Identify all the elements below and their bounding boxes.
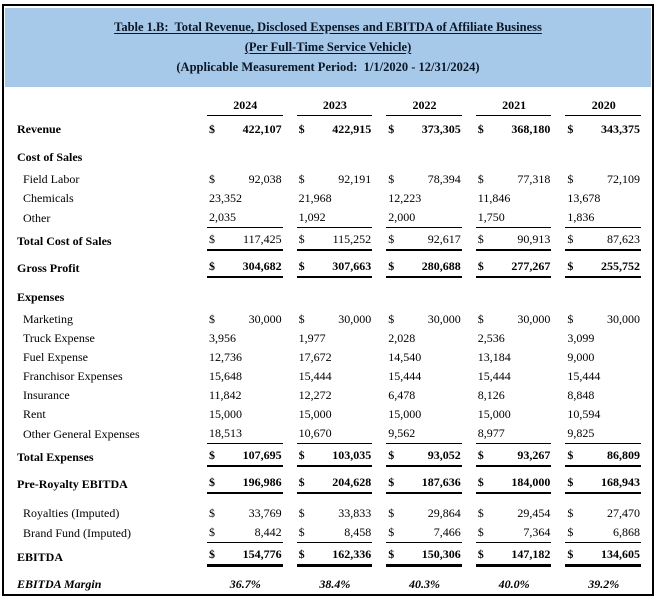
cell-value: 11,842 bbox=[209, 388, 242, 402]
cell-value: 92,038 bbox=[248, 172, 282, 186]
dollar-sign: $ bbox=[298, 525, 305, 539]
value-cell bbox=[565, 348, 641, 367]
column-header-2024: 2024 bbox=[207, 96, 283, 116]
cell-value: 280,688 bbox=[421, 259, 461, 273]
value-cell bbox=[297, 170, 373, 189]
cell-value: 8,977 bbox=[477, 426, 505, 440]
cell-value: 307,663 bbox=[332, 259, 372, 273]
table-row-ebitda bbox=[17, 545, 641, 567]
cell-value: 115,252 bbox=[332, 232, 372, 246]
value-cell bbox=[297, 367, 373, 386]
dollar-sign: $ bbox=[567, 312, 574, 326]
value-cell bbox=[207, 257, 283, 278]
cell-value: 7,466 bbox=[433, 525, 461, 539]
cell-value: 78,394 bbox=[427, 172, 461, 186]
cell-value: 15,000 bbox=[477, 407, 511, 421]
cell-value: 18,513 bbox=[209, 426, 242, 440]
table-row-brand-fund-imputed bbox=[17, 523, 641, 543]
value-cell bbox=[386, 170, 462, 189]
value-cell bbox=[565, 170, 641, 189]
cell-value: 1,750 bbox=[477, 210, 505, 224]
dollar-sign: $ bbox=[567, 172, 574, 186]
cell-value: 72,109 bbox=[606, 172, 640, 186]
value-cell bbox=[297, 329, 373, 348]
row-label: Brand Fund (Imputed) bbox=[23, 526, 131, 540]
value-cell bbox=[207, 405, 283, 424]
value-cell bbox=[386, 575, 462, 594]
table-rows bbox=[17, 120, 641, 594]
row-label: Insurance bbox=[23, 388, 70, 402]
dollar-sign: $ bbox=[209, 122, 215, 136]
value-cell bbox=[565, 189, 641, 208]
cell-value: 9,000 bbox=[567, 350, 595, 364]
dollar-sign: $ bbox=[298, 547, 305, 561]
dollar-sign: $ bbox=[567, 122, 574, 136]
dollar-sign: $ bbox=[388, 259, 395, 273]
value-cell bbox=[476, 348, 552, 367]
value-cell bbox=[476, 367, 552, 386]
cell-value: 23,352 bbox=[209, 191, 242, 205]
row-label: Fuel Expense bbox=[23, 350, 88, 364]
table-header-band bbox=[5, 8, 651, 87]
cell-value: 204,628 bbox=[332, 475, 372, 489]
year-header-spacer bbox=[17, 112, 193, 116]
cell-value: 134,605 bbox=[600, 547, 640, 561]
table-title-line3: (Applicable Measurement Period: 1/1/2020 - 12/31/2024) bbox=[176, 60, 480, 74]
cell-value: 422,915 bbox=[332, 122, 372, 136]
value-cell bbox=[476, 208, 552, 228]
value-cell bbox=[476, 446, 552, 467]
value-cell bbox=[207, 523, 283, 543]
table-1b-frame bbox=[2, 4, 654, 596]
cell-value: 93,052 bbox=[427, 448, 461, 462]
cell-value: 15,444 bbox=[567, 369, 601, 383]
table-body bbox=[4, 87, 652, 594]
cell-value: 10,670 bbox=[298, 426, 332, 440]
value-cell bbox=[297, 504, 373, 523]
cell-value: 2,035 bbox=[209, 210, 236, 224]
table-row-royalties-imputed bbox=[17, 504, 641, 523]
cell-value: 187,636 bbox=[421, 475, 461, 489]
cell-value: 15,444 bbox=[388, 369, 422, 383]
value-cell bbox=[386, 208, 462, 228]
cell-value: 40.3% bbox=[408, 577, 440, 591]
cell-value: 13,184 bbox=[477, 350, 511, 364]
value-cell bbox=[207, 208, 283, 228]
cell-value: 15,648 bbox=[209, 369, 242, 383]
value-cell bbox=[565, 504, 641, 523]
value-cell bbox=[207, 386, 283, 405]
value-cell bbox=[386, 504, 462, 523]
dollar-sign: $ bbox=[477, 259, 484, 273]
cell-value: 30,000 bbox=[248, 312, 282, 326]
value-cell bbox=[565, 257, 641, 278]
row-label: Expenses bbox=[17, 290, 65, 304]
cell-value: 304,682 bbox=[242, 259, 282, 273]
cell-value: 422,107 bbox=[242, 122, 282, 136]
dollar-sign: $ bbox=[388, 122, 395, 136]
cell-value: 103,035 bbox=[332, 448, 372, 462]
value-cell bbox=[297, 257, 373, 278]
cell-value: 27,470 bbox=[606, 506, 640, 520]
table-title-line2: (Per Full-Time Service Vehicle) bbox=[244, 40, 412, 54]
table-row-insurance bbox=[17, 386, 641, 405]
value-cell bbox=[565, 575, 641, 594]
row-label: Field Labor bbox=[23, 172, 80, 186]
dollar-sign: $ bbox=[477, 172, 484, 186]
cell-value: 8,458 bbox=[344, 525, 372, 539]
cell-value: 107,695 bbox=[242, 448, 282, 462]
value-cell bbox=[297, 424, 373, 444]
cell-value: 196,986 bbox=[242, 475, 282, 489]
value-cell bbox=[565, 545, 641, 567]
dollar-sign: $ bbox=[388, 506, 395, 520]
value-cell bbox=[297, 545, 373, 567]
cell-value: 93,267 bbox=[517, 448, 551, 462]
cell-value: 15,000 bbox=[388, 407, 422, 421]
dollar-sign: $ bbox=[298, 448, 305, 462]
dollar-sign: $ bbox=[388, 172, 395, 186]
dollar-sign: $ bbox=[477, 122, 484, 136]
value-cell bbox=[386, 523, 462, 543]
value-cell bbox=[386, 424, 462, 444]
value-cell bbox=[207, 230, 283, 251]
cell-value: 13,678 bbox=[567, 191, 601, 205]
row-label: Royalties (Imputed) bbox=[23, 506, 120, 520]
value-cell bbox=[565, 424, 641, 444]
value-cell bbox=[476, 405, 552, 424]
cell-value: 15,000 bbox=[209, 407, 242, 421]
dollar-sign: $ bbox=[209, 172, 215, 186]
cell-value: 11,846 bbox=[477, 191, 511, 205]
dollar-sign: $ bbox=[567, 506, 574, 520]
cell-value: 15,000 bbox=[298, 407, 332, 421]
table-row-franchisor-expenses bbox=[17, 367, 641, 386]
column-header-2022: 2022 bbox=[386, 96, 462, 116]
table-row-revenue bbox=[17, 120, 641, 139]
table-row-gross-profit bbox=[17, 257, 641, 278]
value-cell bbox=[565, 446, 641, 467]
row-label: Pre-Royalty EBITDA bbox=[17, 477, 128, 491]
value-cell bbox=[297, 386, 373, 405]
dollar-sign: $ bbox=[388, 232, 395, 246]
value-cell bbox=[207, 424, 283, 444]
value-cell bbox=[565, 523, 641, 543]
cell-value: 3,956 bbox=[209, 331, 236, 345]
cell-value: 8,848 bbox=[567, 388, 595, 402]
dollar-sign: $ bbox=[477, 232, 484, 246]
value-cell bbox=[207, 575, 283, 594]
value-cell bbox=[565, 386, 641, 405]
dollar-sign: $ bbox=[209, 475, 215, 489]
cell-value: 30,000 bbox=[427, 312, 461, 326]
cell-value: 17,672 bbox=[298, 350, 332, 364]
value-cell bbox=[386, 386, 462, 405]
cell-value: 15,444 bbox=[477, 369, 511, 383]
value-cell bbox=[476, 424, 552, 444]
row-label: Franchisor Expenses bbox=[23, 369, 123, 383]
value-cell bbox=[386, 473, 462, 494]
table-row-marketing bbox=[17, 310, 641, 329]
cell-value: 29,454 bbox=[517, 506, 551, 520]
cell-value: 29,864 bbox=[427, 506, 461, 520]
dollar-sign: $ bbox=[477, 448, 484, 462]
cell-value: 8,442 bbox=[254, 525, 282, 539]
value-cell bbox=[297, 189, 373, 208]
value-cell bbox=[565, 329, 641, 348]
value-cell bbox=[476, 575, 552, 594]
cell-value: 368,180 bbox=[511, 122, 551, 136]
cell-value: 373,305 bbox=[421, 122, 461, 136]
value-cell bbox=[565, 310, 641, 329]
dollar-sign: $ bbox=[567, 448, 574, 462]
value-cell bbox=[476, 386, 552, 405]
value-cell bbox=[386, 446, 462, 467]
value-cell bbox=[565, 405, 641, 424]
cell-value: 8,126 bbox=[477, 388, 505, 402]
value-cell bbox=[207, 545, 283, 567]
value-cell bbox=[476, 170, 552, 189]
cell-value: 12,223 bbox=[388, 191, 422, 205]
dollar-sign: $ bbox=[298, 172, 305, 186]
row-label: Revenue bbox=[17, 122, 61, 136]
value-cell bbox=[476, 523, 552, 543]
value-cell bbox=[386, 189, 462, 208]
dollar-sign: $ bbox=[209, 259, 215, 273]
value-cell bbox=[297, 405, 373, 424]
row-label: Truck Expense bbox=[23, 331, 95, 345]
cell-value: 117,425 bbox=[243, 232, 282, 246]
cell-value: 184,000 bbox=[511, 475, 551, 489]
table-row-expenses bbox=[17, 288, 641, 307]
value-cell bbox=[386, 120, 462, 139]
value-cell bbox=[297, 523, 373, 543]
table-row-other bbox=[17, 208, 641, 228]
value-cell bbox=[476, 473, 552, 494]
dollar-sign: $ bbox=[298, 232, 305, 246]
value-cell bbox=[386, 329, 462, 348]
row-label: Gross Profit bbox=[17, 261, 80, 275]
value-cell bbox=[386, 367, 462, 386]
value-cell bbox=[386, 230, 462, 251]
cell-value: 87,623 bbox=[606, 232, 640, 246]
cell-value: 12,272 bbox=[298, 388, 332, 402]
table-title-line1: Table 1.B: Total Revenue, Disclosed Expenses and EBITDA of Affiliate Business bbox=[114, 20, 542, 34]
row-label: Rent bbox=[23, 407, 46, 421]
dollar-sign: $ bbox=[388, 312, 395, 326]
value-cell bbox=[207, 310, 283, 329]
row-label: Total Expenses bbox=[17, 450, 94, 464]
table-row-truck-expense bbox=[17, 329, 641, 348]
dollar-sign: $ bbox=[567, 259, 574, 273]
value-cell bbox=[386, 405, 462, 424]
value-cell bbox=[207, 446, 283, 467]
cell-value: 1,977 bbox=[298, 331, 326, 345]
dollar-sign: $ bbox=[209, 232, 215, 246]
dollar-sign: $ bbox=[298, 506, 305, 520]
value-cell bbox=[565, 208, 641, 228]
cell-value: 150,306 bbox=[421, 547, 461, 561]
dollar-sign: $ bbox=[388, 525, 395, 539]
value-cell bbox=[476, 310, 552, 329]
dollar-sign: $ bbox=[298, 122, 305, 136]
row-label: EBITDA bbox=[17, 550, 64, 564]
row-label: Chemicals bbox=[23, 191, 74, 205]
value-cell bbox=[476, 230, 552, 251]
value-cell bbox=[207, 170, 283, 189]
cell-value: 12,736 bbox=[209, 350, 242, 364]
row-label: EBITDA Margin bbox=[17, 577, 102, 591]
column-header-2021: 2021 bbox=[476, 96, 552, 116]
value-cell bbox=[297, 120, 373, 139]
table-row-cost-of-sales bbox=[17, 148, 641, 167]
cell-value: 30,000 bbox=[606, 312, 640, 326]
column-header-2023: 2023 bbox=[297, 96, 373, 116]
dollar-sign: $ bbox=[388, 475, 395, 489]
dollar-sign: $ bbox=[209, 448, 215, 462]
cell-value: 255,752 bbox=[600, 259, 640, 273]
cell-value: 2,536 bbox=[477, 331, 505, 345]
cell-value: 6,478 bbox=[388, 388, 416, 402]
cell-value: 86,809 bbox=[606, 448, 640, 462]
value-cell bbox=[207, 348, 283, 367]
row-label: Other General Expenses bbox=[23, 427, 140, 441]
dollar-sign: $ bbox=[209, 312, 215, 326]
cell-value: 1,092 bbox=[298, 210, 326, 224]
cell-value: 92,617 bbox=[427, 232, 461, 246]
value-cell bbox=[476, 257, 552, 278]
row-label: Total Cost of Sales bbox=[17, 234, 112, 248]
dollar-sign: $ bbox=[477, 547, 484, 561]
value-cell bbox=[565, 230, 641, 251]
value-cell bbox=[386, 310, 462, 329]
cell-value: 90,913 bbox=[517, 232, 551, 246]
value-cell bbox=[476, 545, 552, 567]
cell-value: 14,540 bbox=[388, 350, 422, 364]
cell-value: 6,868 bbox=[612, 525, 640, 539]
cell-value: 147,182 bbox=[511, 547, 551, 561]
dollar-sign: $ bbox=[477, 506, 484, 520]
cell-value: 33,769 bbox=[248, 506, 282, 520]
dollar-sign: $ bbox=[388, 448, 395, 462]
table-row-ebitda-margin bbox=[17, 575, 641, 594]
value-cell bbox=[297, 310, 373, 329]
cell-value: 343,375 bbox=[600, 122, 640, 136]
dollar-sign: $ bbox=[388, 547, 395, 561]
cell-value: 168,943 bbox=[600, 475, 640, 489]
dollar-sign: $ bbox=[477, 475, 484, 489]
dollar-sign: $ bbox=[209, 506, 215, 520]
row-label: Other bbox=[23, 211, 51, 225]
dollar-sign: $ bbox=[298, 312, 305, 326]
cell-value: 33,833 bbox=[338, 506, 372, 520]
table-row-total-cost-of-sales bbox=[17, 230, 641, 251]
value-cell bbox=[476, 329, 552, 348]
cell-value: 1,836 bbox=[567, 210, 595, 224]
table-row-rent bbox=[17, 405, 641, 424]
dollar-sign: $ bbox=[567, 232, 574, 246]
table-row-chemicals bbox=[17, 189, 641, 208]
cell-value: 9,562 bbox=[388, 426, 416, 440]
table-row-field-labor bbox=[17, 170, 641, 189]
cell-value: 36.7% bbox=[229, 577, 261, 591]
value-cell bbox=[297, 473, 373, 494]
value-cell bbox=[386, 545, 462, 567]
value-cell bbox=[207, 120, 283, 139]
value-cell bbox=[386, 257, 462, 278]
dollar-sign: $ bbox=[209, 547, 215, 561]
value-cell bbox=[297, 208, 373, 228]
cell-value: 30,000 bbox=[338, 312, 372, 326]
value-cell bbox=[297, 230, 373, 251]
cell-value: 15,444 bbox=[298, 369, 332, 383]
cell-value: 154,776 bbox=[242, 547, 282, 561]
cell-value: 30,000 bbox=[517, 312, 551, 326]
table-row-other-general-expenses bbox=[17, 424, 641, 444]
value-cell bbox=[476, 189, 552, 208]
dollar-sign: $ bbox=[567, 525, 574, 539]
table-row-fuel-expense bbox=[17, 348, 641, 367]
value-cell bbox=[297, 446, 373, 467]
cell-value: 92,191 bbox=[338, 172, 372, 186]
dollar-sign: $ bbox=[298, 259, 305, 273]
value-cell bbox=[207, 367, 283, 386]
cell-value: 162,336 bbox=[332, 547, 372, 561]
cell-value: 10,594 bbox=[567, 407, 601, 421]
cell-value: 39.2% bbox=[588, 577, 620, 591]
cell-value: 277,267 bbox=[511, 259, 551, 273]
value-cell bbox=[565, 367, 641, 386]
value-cell bbox=[565, 473, 641, 494]
value-cell bbox=[476, 504, 552, 523]
cell-value: 9,825 bbox=[567, 426, 595, 440]
dollar-sign: $ bbox=[298, 475, 305, 489]
dollar-sign: $ bbox=[477, 525, 484, 539]
cell-value: 2,028 bbox=[388, 331, 416, 345]
column-header-2020: 2020 bbox=[565, 96, 641, 116]
value-cell bbox=[476, 120, 552, 139]
cell-value: 38.4% bbox=[319, 577, 351, 591]
table-row-total-expenses bbox=[17, 446, 641, 467]
value-cell bbox=[297, 575, 373, 594]
dollar-sign: $ bbox=[209, 525, 215, 539]
value-cell bbox=[207, 329, 283, 348]
dollar-sign: $ bbox=[477, 312, 484, 326]
row-label: Cost of Sales bbox=[17, 150, 83, 164]
cell-value: 21,968 bbox=[298, 191, 332, 205]
value-cell bbox=[207, 504, 283, 523]
value-cell bbox=[386, 348, 462, 367]
cell-value: 2,000 bbox=[388, 210, 416, 224]
cell-value: 7,364 bbox=[523, 525, 551, 539]
dollar-sign: $ bbox=[567, 475, 574, 489]
cell-value: 3,099 bbox=[567, 331, 595, 345]
year-header-row bbox=[17, 96, 641, 116]
row-label: Marketing bbox=[23, 312, 73, 326]
cell-value: 40.0% bbox=[498, 577, 530, 591]
value-cell bbox=[207, 189, 283, 208]
cell-value: 77,318 bbox=[517, 172, 551, 186]
table-row-pre-royalty-ebitda bbox=[17, 473, 641, 494]
value-cell bbox=[565, 120, 641, 139]
dollar-sign: $ bbox=[567, 547, 574, 561]
value-cell bbox=[297, 348, 373, 367]
value-cell bbox=[207, 473, 283, 494]
